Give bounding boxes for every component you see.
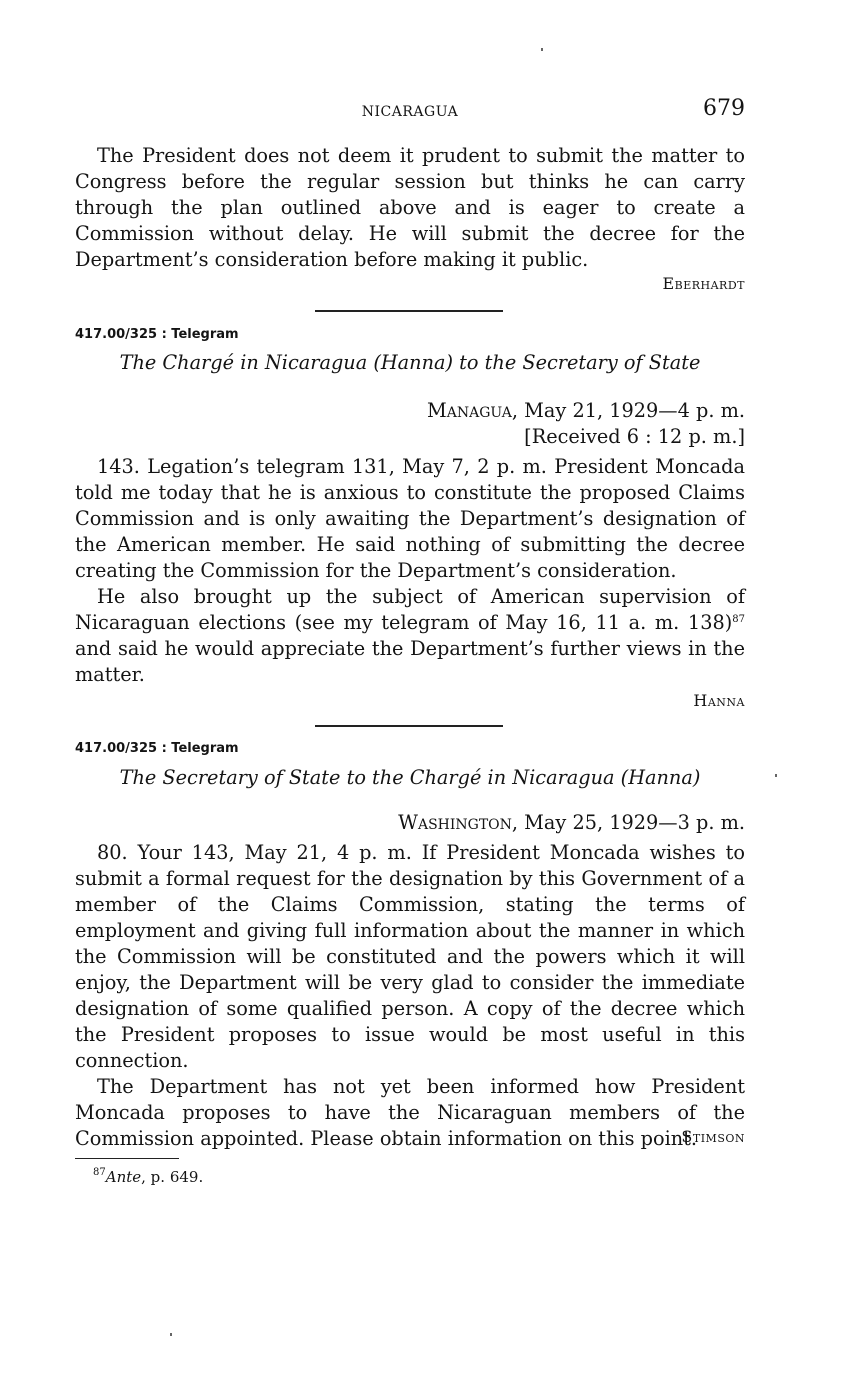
signature-stimson: Stimson [681,1127,745,1146]
title-name: Hanna [628,766,693,789]
scan-speck [775,774,777,777]
date: , May 25, 1929—3 p. m. [511,811,745,834]
paragraph [75,584,745,688]
paragraph-text: and said he would appreciate the Department’s further views in the matter. [75,637,745,686]
continued-telegram [75,143,745,273]
footnote-marker: 87 [732,614,745,625]
file-reference: 417.00/325 : Telegram [75,327,239,342]
received-note: [Received 6 : 12 p. m.] [524,425,745,448]
scan-speck [541,48,543,51]
date: , May 21, 1929—4 p. m. [511,399,745,422]
telegram-body [75,840,745,1152]
paragraph: The Department has not yet been informed how President Moncada proposes to have the Nicaraguan members of the Commission appointed. Please obtain information on this point. [75,1075,745,1150]
place: Managua [427,399,512,422]
telegram-body [75,454,745,688]
document-title [75,351,745,374]
paragraph: 80. Your 143, May 21, 4 p. m. If President Moncada wishes to submit a formal request for the designation by this Government of a member of the Claims Commission, stating the terms of employment and giving full information about the manner in which the Commission will be constituted and the powers which it will enjoy, the Department will be very glad to consider the immediate designation of some qualified person. A copy of the decree which the President proposes to issue would be most useful in this connection. [75,841,745,1072]
page-number: 679 [703,96,745,121]
file-reference: 417.00/325 : Telegram [75,741,239,756]
title-text-end: ) [692,766,701,789]
document-title [75,766,745,789]
title-text: The Secretary of State to the Chargé in Nicaragua ( [119,766,629,789]
running-title: NICARAGUA [361,104,459,120]
dateline [427,398,745,450]
signature-eberhardt: Eberhardt [662,274,745,293]
paragraph: 143. Legation’s telegram 131, May 7, 2 p. m. President Moncada told me today that he is anxious to constitute the proposed Claims Commission and is only awaiting the Department’s designation of the American member. He said nothing of submitting the decree creating the Commission for the Department’s consideration. [75,455,745,582]
footnote-rule [75,1158,179,1159]
footnote-number: 87 [93,1167,106,1178]
title-name: Hanna [380,351,446,374]
section-divider [315,310,503,312]
footnote-ref: Ante [105,1168,142,1186]
footnote-text: , p. 649. [141,1168,204,1186]
section-divider [315,725,503,727]
title-text: The Chargé in Nicaragua ( [119,351,381,374]
signature-hanna: Hanna [693,691,745,710]
dateline [398,810,745,836]
page-header [75,96,745,126]
title-text-end: ) to the Secretary of State [445,351,701,374]
scan-speck [170,1333,172,1336]
paragraph-text: He also brought up the subject of American supervision of Nicaraguan elections (see my telegram of May 16, 11 a. m. 138) [75,585,745,634]
place: Washington [398,811,512,834]
footnote [93,1168,203,1186]
paragraph: The President does not deem it prudent to submit the matter to Congress before the regular session but thinks he can carry through the plan outlined above and is eager to create a Commission without delay. He will submit the decree for the Department’s consideration before making it public. [75,144,745,271]
